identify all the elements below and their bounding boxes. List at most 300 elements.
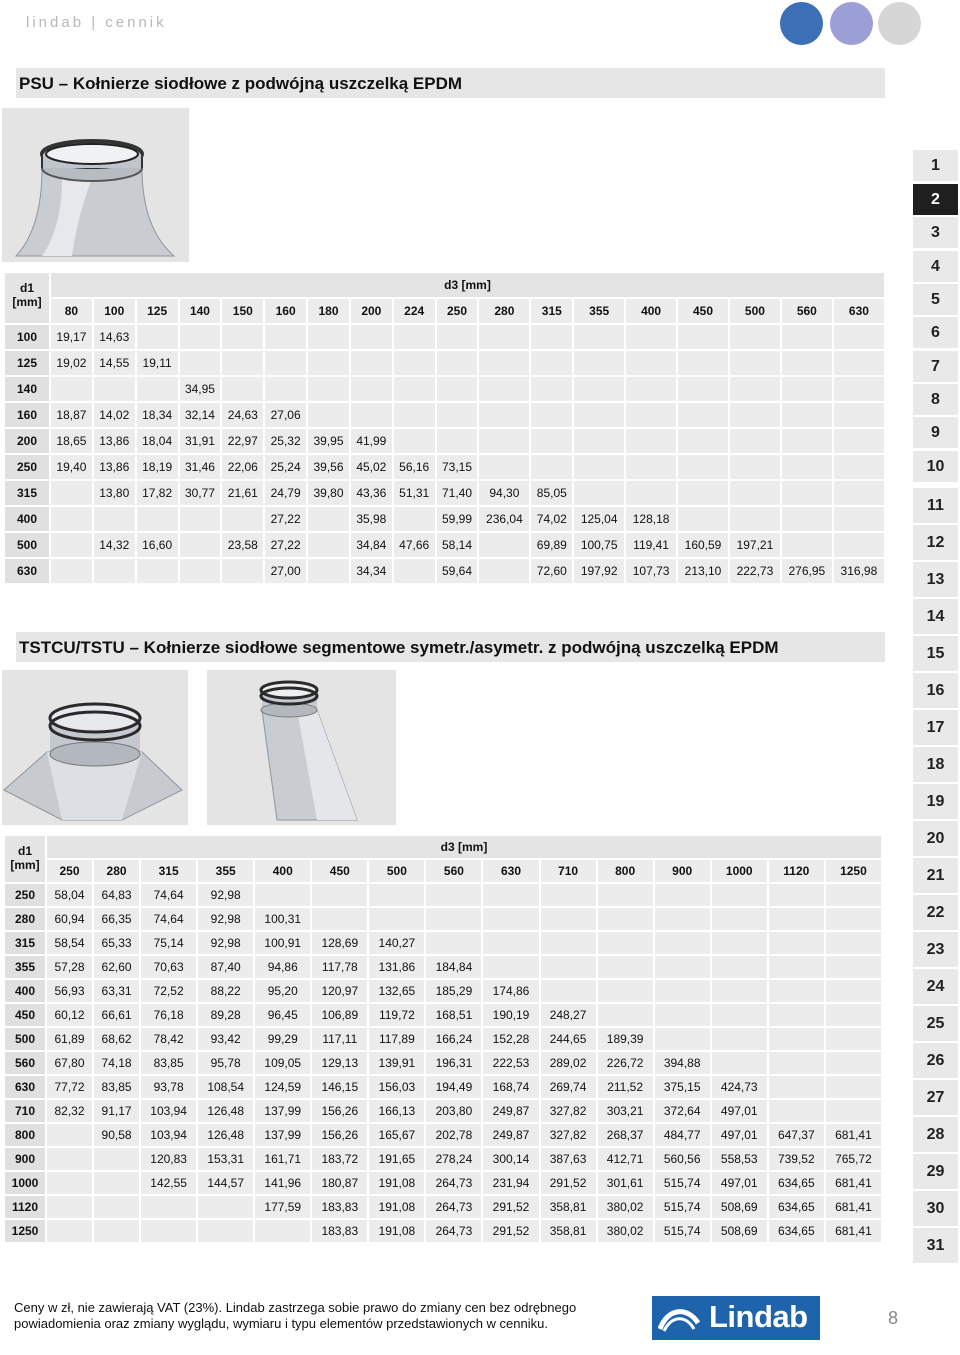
- price-cell: [265, 325, 306, 349]
- price-cell: 103,94: [141, 1124, 196, 1146]
- price-cell: 19,11: [137, 351, 178, 375]
- price-cell: [782, 533, 832, 557]
- price-cell: [541, 956, 596, 978]
- price-cell: [351, 351, 392, 375]
- price-cell: 497,01: [712, 1124, 767, 1146]
- price-cell: [834, 351, 884, 375]
- price-cell: 91,17: [94, 1100, 139, 1122]
- price-cell: 264,73: [426, 1172, 481, 1194]
- page-tab-23[interactable]: 23: [913, 932, 958, 967]
- price-cell: [437, 429, 478, 453]
- price-cell: 139,91: [369, 1052, 424, 1074]
- price-cell: [51, 377, 92, 401]
- price-cell: [94, 1172, 139, 1194]
- price-cell: 75,14: [141, 932, 196, 954]
- price-cell: 146,15: [312, 1076, 367, 1098]
- page-tab-10[interactable]: 10: [913, 451, 958, 482]
- price-cell: [437, 403, 478, 427]
- price-cell: 18,34: [137, 403, 178, 427]
- price-cell: [655, 980, 710, 1002]
- price-cell: 117,11: [312, 1028, 367, 1050]
- price-cell: [180, 533, 221, 557]
- column-header: 1250: [826, 860, 881, 882]
- price-cell: 31,91: [180, 429, 221, 453]
- price-cell: [598, 1004, 653, 1026]
- price-cell: [437, 377, 478, 401]
- price-cell: 291,52: [541, 1172, 596, 1194]
- price-cell: [712, 1028, 767, 1050]
- price-cell: 51,31: [394, 481, 435, 505]
- price-cell: [655, 956, 710, 978]
- column-header: 900: [655, 860, 710, 882]
- price-cell: [483, 956, 538, 978]
- price-cell: 184,84: [426, 956, 481, 978]
- page-tab-17[interactable]: 17: [913, 710, 958, 745]
- column-header: 315: [531, 299, 572, 323]
- price-cell: 152,28: [483, 1028, 538, 1050]
- page-tab-6[interactable]: 6: [913, 317, 958, 348]
- page-tab-24[interactable]: 24: [913, 969, 958, 1004]
- lindab-logo: [652, 1296, 820, 1340]
- table-group-header: d3 [mm]: [47, 836, 881, 858]
- price-cell: [655, 1004, 710, 1026]
- row-header-d1: 900: [5, 1148, 45, 1170]
- page-tab-5[interactable]: 5: [913, 284, 958, 315]
- grey-dot: [878, 2, 921, 45]
- price-cell: 203,80: [426, 1100, 481, 1122]
- price-cell: 380,02: [598, 1196, 653, 1218]
- price-cell: 39,80: [308, 481, 349, 505]
- price-cell: [47, 1196, 92, 1218]
- price-cell: 31,46: [180, 455, 221, 479]
- section-title-tstcu: TSTCU/TSTU – Kołnierze siodłowe segmentowe symetr./asymetr. z podwójną uszczelką EPDM: [16, 632, 885, 662]
- table-row: [5, 325, 884, 349]
- price-cell: [222, 507, 263, 531]
- price-cell: 387,63: [541, 1148, 596, 1170]
- price-cell: [730, 351, 780, 375]
- price-cell: [678, 351, 728, 375]
- price-cell: [479, 377, 529, 401]
- price-cell: [483, 908, 538, 930]
- table-row: [5, 507, 884, 531]
- price-cell: 681,41: [826, 1196, 881, 1218]
- price-cell: 100,91: [255, 932, 310, 954]
- price-cell: 117,89: [369, 1028, 424, 1050]
- price-cell: 191,08: [369, 1196, 424, 1218]
- price-cell: [834, 403, 884, 427]
- price-cell: 24,63: [222, 403, 263, 427]
- price-cell: 156,03: [369, 1076, 424, 1098]
- price-cell: 128,18: [626, 507, 676, 531]
- price-cell: 92,98: [198, 908, 253, 930]
- price-cell: 99,29: [255, 1028, 310, 1050]
- price-cell: 74,02: [531, 507, 572, 531]
- column-header: 450: [678, 299, 728, 323]
- price-cell: 681,41: [826, 1124, 881, 1146]
- page-tab-20[interactable]: 20: [913, 821, 958, 856]
- price-cell: [426, 884, 481, 906]
- column-header: 800: [598, 860, 653, 882]
- price-cell: 19,02: [51, 351, 92, 375]
- price-cell: 19,40: [51, 455, 92, 479]
- price-cell: [826, 980, 881, 1002]
- price-cell: 60,12: [47, 1004, 92, 1026]
- price-cell: 58,14: [437, 533, 478, 557]
- price-cell: 358,81: [541, 1196, 596, 1218]
- page-tab-25[interactable]: 25: [913, 1006, 958, 1041]
- price-cell: [308, 351, 349, 375]
- price-cell: 45,02: [351, 455, 392, 479]
- page-tab-13[interactable]: 13: [913, 562, 958, 597]
- price-cell: 412,71: [598, 1148, 653, 1170]
- page-tab-22[interactable]: 22: [913, 895, 958, 930]
- row-header-d1: 560: [5, 1052, 45, 1074]
- price-cell: [574, 481, 624, 505]
- price-cell: 93,78: [141, 1076, 196, 1098]
- price-cell: 66,35: [94, 908, 139, 930]
- row-header-d1: 630: [5, 559, 49, 583]
- price-cell: 222,53: [483, 1052, 538, 1074]
- price-cell: 92,98: [198, 932, 253, 954]
- price-cell: [483, 884, 538, 906]
- price-cell: [51, 533, 92, 557]
- page-tab-30[interactable]: 30: [913, 1191, 958, 1226]
- price-cell: [51, 507, 92, 531]
- price-cell: 93,42: [198, 1028, 253, 1050]
- price-cell: [394, 351, 435, 375]
- price-cell: 43,36: [351, 481, 392, 505]
- price-cell: [51, 481, 92, 505]
- price-cell: 264,73: [426, 1196, 481, 1218]
- page-tab-21[interactable]: 21: [913, 858, 958, 893]
- price-cell: 57,28: [47, 956, 92, 978]
- page-tab-27[interactable]: 27: [913, 1080, 958, 1115]
- price-cell: 276,95: [782, 559, 832, 583]
- price-cell: 64,83: [94, 884, 139, 906]
- price-cell: 27,00: [265, 559, 306, 583]
- row-header-d1: 315: [5, 481, 49, 505]
- column-header: 500: [369, 860, 424, 882]
- price-cell: 72,60: [531, 559, 572, 583]
- lindab-logo-text: Lindab: [709, 1299, 808, 1334]
- row-header-d1: 355: [5, 956, 45, 978]
- column-header: 280: [94, 860, 139, 882]
- price-cell: [479, 455, 529, 479]
- price-cell: [308, 507, 349, 531]
- price-cell: 161,71: [255, 1148, 310, 1170]
- price-cell: [598, 884, 653, 906]
- price-cell: [51, 559, 92, 583]
- price-cell: 497,01: [712, 1172, 767, 1194]
- price-cell: 375,15: [655, 1076, 710, 1098]
- price-cell: [574, 351, 624, 375]
- price-cell: [826, 1004, 881, 1026]
- price-cell: [351, 377, 392, 401]
- price-cell: 132,65: [369, 980, 424, 1002]
- price-cell: 87,40: [198, 956, 253, 978]
- price-cell: 74,64: [141, 908, 196, 930]
- price-cell: 27,06: [265, 403, 306, 427]
- price-cell: [678, 403, 728, 427]
- price-cell: 144,57: [198, 1172, 253, 1194]
- page-tab-15[interactable]: 15: [913, 636, 958, 671]
- product-image-tstu: [207, 670, 396, 825]
- page-tab-2[interactable]: 2: [913, 184, 958, 215]
- page-tab-7[interactable]: 7: [913, 351, 958, 382]
- price-cell: [479, 403, 529, 427]
- price-cell: [141, 1220, 196, 1242]
- price-cell: [730, 377, 780, 401]
- price-cell: 27,22: [265, 533, 306, 557]
- page-tab-12[interactable]: 12: [913, 525, 958, 560]
- column-header: 400: [626, 299, 676, 323]
- row-header-d1: 630: [5, 1076, 45, 1098]
- price-cell: 103,94: [141, 1100, 196, 1122]
- price-cell: 95,78: [198, 1052, 253, 1074]
- price-cell: 140,27: [369, 932, 424, 954]
- price-cell: 497,01: [712, 1100, 767, 1122]
- price-cell: [769, 1004, 824, 1026]
- price-cell: 119,41: [626, 533, 676, 557]
- price-cell: 268,37: [598, 1124, 653, 1146]
- price-cell: 70,63: [141, 956, 196, 978]
- price-table-tstcu: [3, 834, 883, 1244]
- price-cell: 153,31: [198, 1148, 253, 1170]
- brand-header: lindab | cennik: [26, 14, 167, 31]
- price-cell: [574, 429, 624, 453]
- price-cell: 358,81: [541, 1220, 596, 1242]
- price-cell: [541, 908, 596, 930]
- price-cell: 196,31: [426, 1052, 481, 1074]
- price-cell: [351, 403, 392, 427]
- price-cell: 515,74: [655, 1172, 710, 1194]
- price-cell: 21,61: [222, 481, 263, 505]
- price-cell: [531, 429, 572, 453]
- price-cell: 83,85: [94, 1076, 139, 1098]
- price-cell: 180,87: [312, 1172, 367, 1194]
- page-tab-19[interactable]: 19: [913, 784, 958, 819]
- column-header: 315: [141, 860, 196, 882]
- price-cell: 60,94: [47, 908, 92, 930]
- page-tab-9[interactable]: 9: [913, 417, 958, 448]
- price-cell: 65,33: [94, 932, 139, 954]
- page-tab-16[interactable]: 16: [913, 673, 958, 708]
- price-cell: 22,06: [222, 455, 263, 479]
- price-cell: [782, 429, 832, 453]
- price-cell: 231,94: [483, 1172, 538, 1194]
- price-cell: [769, 1028, 824, 1050]
- price-cell: [394, 325, 435, 349]
- price-cell: 168,74: [483, 1076, 538, 1098]
- price-cell: 248,27: [541, 1004, 596, 1026]
- price-cell: 634,65: [769, 1196, 824, 1218]
- table-row: [5, 1076, 881, 1098]
- price-cell: 137,99: [255, 1100, 310, 1122]
- price-cell: [826, 1028, 881, 1050]
- price-cell: [47, 1124, 92, 1146]
- row-header-d1: 400: [5, 980, 45, 1002]
- page-tab-11[interactable]: 11: [913, 488, 958, 523]
- price-cell: [426, 908, 481, 930]
- price-cell: 14,63: [94, 325, 135, 349]
- price-cell: 73,15: [437, 455, 478, 479]
- price-cell: 63,31: [94, 980, 139, 1002]
- price-cell: [541, 980, 596, 1002]
- price-cell: [574, 325, 624, 349]
- price-cell: [626, 325, 676, 349]
- row-header-d1: 200: [5, 429, 49, 453]
- price-cell: [137, 507, 178, 531]
- price-cell: 244,65: [541, 1028, 596, 1050]
- price-cell: [834, 533, 884, 557]
- price-cell: [308, 533, 349, 557]
- table-row: [5, 377, 884, 401]
- price-cell: 249,87: [483, 1100, 538, 1122]
- price-cell: [598, 932, 653, 954]
- price-cell: 92,98: [198, 884, 253, 906]
- price-cell: 14,32: [94, 533, 135, 557]
- price-cell: 34,34: [351, 559, 392, 583]
- price-cell: 58,54: [47, 932, 92, 954]
- price-cell: [834, 377, 884, 401]
- price-cell: 41,99: [351, 429, 392, 453]
- price-cell: [712, 1004, 767, 1026]
- price-cell: [782, 481, 832, 505]
- price-cell: 142,55: [141, 1172, 196, 1194]
- price-cell: 120,83: [141, 1148, 196, 1170]
- price-cell: 128,69: [312, 932, 367, 954]
- price-cell: [826, 884, 881, 906]
- price-cell: [626, 429, 676, 453]
- column-header: 250: [47, 860, 92, 882]
- price-cell: [94, 377, 135, 401]
- price-cell: [222, 351, 263, 375]
- column-header: 710: [541, 860, 596, 882]
- table-corner-d1: d1 [mm]: [5, 836, 45, 882]
- table-row: [5, 351, 884, 375]
- page-tab-29[interactable]: 29: [913, 1154, 958, 1189]
- page-tab-4[interactable]: 4: [913, 251, 958, 282]
- page-tab-26[interactable]: 26: [913, 1043, 958, 1078]
- price-cell: [598, 908, 653, 930]
- price-cell: [137, 559, 178, 583]
- price-cell: [655, 884, 710, 906]
- page-tab-18[interactable]: 18: [913, 747, 958, 782]
- price-cell: 25,32: [265, 429, 306, 453]
- price-cell: 291,52: [483, 1196, 538, 1218]
- price-cell: [678, 455, 728, 479]
- row-header-d1: 100: [5, 325, 49, 349]
- column-header: 250: [437, 299, 478, 323]
- table-row: [5, 932, 881, 954]
- price-cell: [626, 403, 676, 427]
- price-cell: 165,67: [369, 1124, 424, 1146]
- price-cell: 126,48: [198, 1100, 253, 1122]
- table-row: [5, 908, 881, 930]
- row-header-d1: 315: [5, 932, 45, 954]
- price-cell: [598, 980, 653, 1002]
- price-cell: [826, 1052, 881, 1074]
- price-cell: [137, 377, 178, 401]
- price-cell: 18,04: [137, 429, 178, 453]
- price-cell: 560,56: [655, 1148, 710, 1170]
- price-cell: [198, 1220, 253, 1242]
- page-tab-3[interactable]: 3: [913, 217, 958, 248]
- price-cell: 484,77: [655, 1124, 710, 1146]
- price-cell: 88,22: [198, 980, 253, 1002]
- column-header: 1000: [712, 860, 767, 882]
- price-cell: 27,22: [265, 507, 306, 531]
- price-cell: 226,72: [598, 1052, 653, 1074]
- blue-dot: [780, 2, 823, 45]
- price-cell: [180, 325, 221, 349]
- price-cell: [678, 325, 728, 349]
- column-header: 140: [180, 299, 221, 323]
- price-cell: 24,79: [265, 481, 306, 505]
- price-cell: 278,24: [426, 1148, 481, 1170]
- price-cell: 109,05: [255, 1052, 310, 1074]
- table-row: [5, 559, 884, 583]
- row-header-d1: 1250: [5, 1220, 45, 1242]
- price-cell: [265, 377, 306, 401]
- price-cell: 100,75: [574, 533, 624, 557]
- price-cell: [222, 559, 263, 583]
- price-cell: 291,52: [483, 1220, 538, 1242]
- row-header-d1: 500: [5, 533, 49, 557]
- price-cell: 34,84: [351, 533, 392, 557]
- page-tab-28[interactable]: 28: [913, 1117, 958, 1152]
- page-tab-14[interactable]: 14: [913, 599, 958, 634]
- column-header: 280: [479, 299, 529, 323]
- price-cell: 100,31: [255, 908, 310, 930]
- price-cell: [351, 325, 392, 349]
- table-row: [5, 1172, 881, 1194]
- price-cell: [834, 429, 884, 453]
- column-header: 180: [308, 299, 349, 323]
- price-cell: [769, 1076, 824, 1098]
- price-cell: 120,97: [312, 980, 367, 1002]
- page-tab-31[interactable]: 31: [913, 1228, 958, 1263]
- price-cell: [769, 956, 824, 978]
- price-cell: 117,78: [312, 956, 367, 978]
- column-header: 100: [94, 299, 135, 323]
- price-cell: [655, 932, 710, 954]
- table-row: [5, 533, 884, 557]
- price-cell: [782, 403, 832, 427]
- page-tab-1[interactable]: 1: [913, 150, 958, 181]
- price-cell: 107,73: [626, 559, 676, 583]
- price-cell: 327,82: [541, 1124, 596, 1146]
- price-cell: [198, 1196, 253, 1218]
- price-cell: 25,24: [265, 455, 306, 479]
- price-cell: [712, 956, 767, 978]
- price-cell: [598, 956, 653, 978]
- price-cell: 191,65: [369, 1148, 424, 1170]
- price-cell: 72,52: [141, 980, 196, 1002]
- price-cell: [678, 507, 728, 531]
- row-header-d1: 1000: [5, 1172, 45, 1194]
- price-cell: [483, 932, 538, 954]
- price-cell: 156,26: [312, 1100, 367, 1122]
- column-header: 80: [51, 299, 92, 323]
- price-cell: [394, 429, 435, 453]
- column-header: 355: [198, 860, 253, 882]
- price-cell: [180, 559, 221, 583]
- price-cell: 56,16: [394, 455, 435, 479]
- price-cell: 126,48: [198, 1124, 253, 1146]
- page-tab-8[interactable]: 8: [913, 384, 958, 415]
- price-cell: [94, 1148, 139, 1170]
